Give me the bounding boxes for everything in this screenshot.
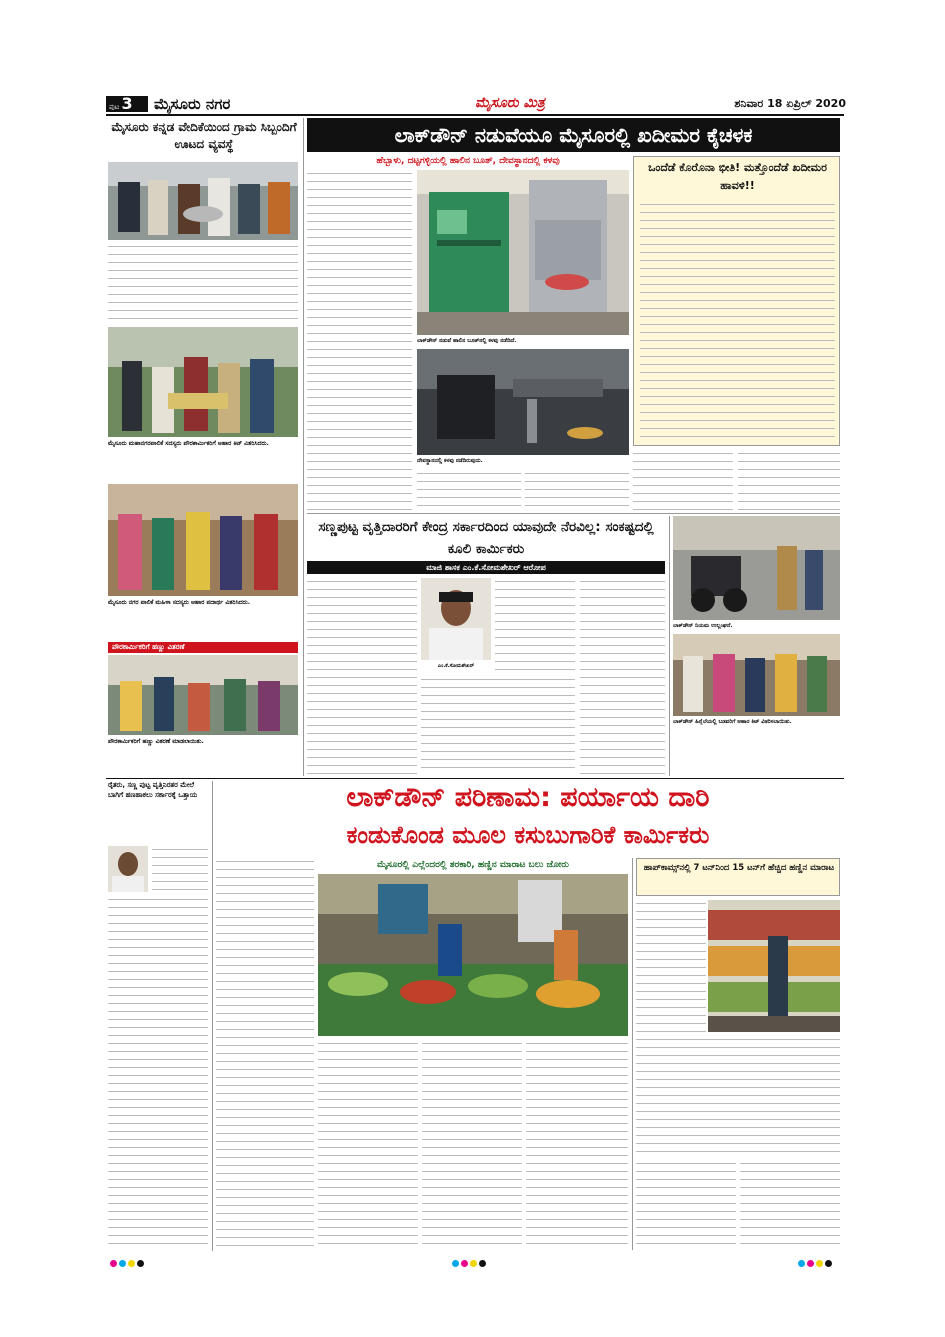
bottom-right-divider [632,858,633,1250]
left-caption-3: ಪೌರಕಾರ್ಮಿಕರಿಗೆ ಹಣ್ಣು ವಿತರಣೆ ಮಾಡಲಾಯಿತು. [108,738,204,745]
bottom-text-col-2 [318,1040,418,1248]
corona-box-headline: ಒಂದೆಡೆ ಕೊರೊನಾ ಭೀತಿ! ಮತ್ತೊಂದೆಡೆ ಖದೀಮರ ಹಾವಳಿ!! [648,161,827,192]
bottom-left-headline: ರೈತರು, ಸಣ್ಣ ಪುಟ್ಟ ವೃತ್ತಿನಿರತರ ಮೇಲೆ ಬಾಗಿಗೆ ಹಣಹಾಕಲು ಸರ್ಕಾರಕ್ಕೆ ಒತ್ತಾಯ [108,781,198,799]
registration-dots-left [110,1252,146,1271]
photo-lockdown-checkpoint [673,516,840,620]
lead-text-bottom-2 [525,470,629,510]
middle-strap-band [307,561,665,574]
middle-text-col-2 [495,578,575,672]
photo-fruit-distribution [108,655,298,735]
lead-text-col-5 [738,450,840,510]
fruit-text-d [740,1160,840,1248]
left-caption-1: ಮೈಸೂರು ಮಹಾನಗರಪಾಲಿಕೆ ಸದಸ್ಯರು ಪೌರಕಾರ್ಮಿಕರಿಗೆ ಆಹಾರ ಕಿಟ್ ವಿತರಿಸಿದರು. [108,440,269,447]
lead-text-bottom-1 [417,470,521,510]
lead-subhead: ಹೆಬ್ಬಾಳು, ದಟ್ಟಗಳ್ಳಿಯಲ್ಲಿ ಹಾಲಿನ ಬೂತ್, ದೇವಸ್ಥಾನದಲ್ಲಿ ಕಳವು [376,156,560,166]
bottom-text-col-1 [216,858,314,1248]
left-subhead: ಪೌರಕಾರ್ಮಿಕರಿಗೆ ಹಣ್ಣು ವಿತರಣೆ [112,643,185,651]
photo-temple-theft [417,349,629,455]
photo-meal-distribution [108,162,298,240]
page-number: 3 [121,94,133,113]
bottom-left-text-b [108,896,208,1248]
left-subhead-bar [108,642,298,653]
photo-milk-booth [417,170,629,335]
fruit-text-c [636,1160,736,1248]
portrait-caption: ಎಂ.ಕೆ.ಸೋಮಶೇಖರ್ [437,663,475,669]
page-number-badge [106,96,148,112]
photo-fruit-store [708,900,840,1032]
portrait-small [108,846,148,892]
lead-caption-1: ಲಾಕ್‌ಡೌನ್ ನಡುವೆ ಹಾಲಿನ ಬೂತ್‌ನಲ್ಲಿ ಕಳವು ನಡೆದಿದೆ. [417,338,517,344]
left-caption-2: ಮೈಸೂರು ನಗರ ಪಾಲಿಕೆ ಮಹಿಳಾ ಸದಸ್ಯರು ಆಹಾರ ಪದಾರ್ಥ ವಿತರಿಸಿದರು. [108,599,251,606]
bottom-left-text-a [152,846,208,892]
photo-food-kit [108,327,298,437]
left-col-headline: ಮೈಸೂರು ಕನ್ನಡ ವೇದಿಕೆಯಿಂದ ಗ್ರಾಮ ಸಿಬ್ಬಂದಿಗೆ ಊಟದ ವ್ಯವಸ್ಥೆ [111,120,297,151]
lead-text-col-4 [633,450,733,510]
bottom-text-col-4 [526,1040,628,1248]
bottom-headline-2: ಕಂಡುಕೊಂಡ ಮೂಲ ಕಸುಬುಗಾರಿಕೆ ಕಾರ್ಮಿಕರು [346,821,710,849]
middle-right-caption-2: ಲಾಕ್‌ಡೌನ್ ಹಿನ್ನೆಲೆಯಲ್ಲಿ ಬಡವರಿಗೆ ಆಹಾರ ಕಿಟ್ ವಿತರಿಸಲಾಯಿತು. [673,719,792,725]
registration-dots-center [452,1252,488,1271]
photo-food-kit-2 [673,634,840,716]
issue-date: ಶನಿವಾರ 18 ಏಪ್ರಿಲ್ 2020 [734,97,846,110]
portrait-somashekar [421,578,491,660]
middle-text-col-3 [580,578,665,774]
corona-box [633,156,840,446]
bottom-headline-1: ಲಾಕ್‌ಡೌನ್ ಪರಿಣಾಮ: ಪರ್ಯಾಯ ದಾರಿ [346,782,710,813]
left-article-1-text [108,243,298,323]
middle-right-caption-1: ಲಾಕ್‌ಡೌನ್ ನಿಯಮ ಉಲ್ಲಂಘನೆ. [673,623,733,629]
fruit-headline: ಹಾಪ್‌ಕಾಮ್ಸ್‌ನಲ್ಲಿ 7 ಟನ್‌ನಿಂದ 15 ಟನ್‌ಗೆ ಹೆಚ್ಚಿದ ಹಣ್ಣಿನ ಮಾರಾಟ [643,863,835,873]
corona-box-text [640,201,835,441]
registration-dots-right [798,1252,834,1271]
lead-bottom-rule [307,513,840,514]
middle-strap: ಮಾಜಿ ಶಾಸಕ ಎಂ.ಕೆ.ಸೋಮಶೇಖರ್ ಆರೋಪ [426,563,546,572]
lead-caption-2: ದೇವಸ್ಥಾನದಲ್ಲಿ ಕಳವು ನಡೆದಿರುವುದು. [417,458,483,464]
fruit-text-a [636,900,706,1032]
masthead: ಮೈಸೂರು ಮಿತ್ರ [475,95,545,111]
middle-right-divider [669,516,670,776]
lead-headline: ಲಾಕ್‌ಡೌನ್ ನಡುವೆಯೂ ಮೈಸೂರಲ್ಲಿ ಖದೀಮರ ಕೈಚಳಕ [394,123,753,147]
veg-headline: ಮೈಸೂರಲ್ಲಿ ಎಲ್ಲೆಂದರಲ್ಲಿ ತರಕಾರಿ, ಹಣ್ಣಿನ ಮಾರಾಟ ಬಲು ಜೋರು [377,860,569,870]
middle-text-col-2b [421,676,575,774]
page-header [100,94,850,114]
middle-text-col-1 [307,578,417,774]
bottom-text-col-3 [422,1040,522,1248]
photo-women-members [108,484,298,596]
middle-headline: ಸಣ್ಣಪುಟ್ಟ ವೃತ್ತಿದಾರರಿಗೆ ಕೇಂದ್ರ ಸರ್ಕಾರದಿಂದ ಯಾವುದೇ ನೆರವಿಲ್ಲ: ಸಂಕಷ್ಟದಲ್ಲಿ ಕೂಲಿ ಕಾರ್ಮಿಕರು [318,519,654,557]
page-label: ಪುಟ [109,103,120,111]
bottom-left-divider [212,781,213,1251]
header-rule [106,114,844,116]
lead-text-col-1 [307,170,412,510]
fruit-headline-box [636,858,840,896]
photo-vegetable-market [318,874,628,1036]
left-col-divider [303,118,304,776]
fruit-text-b [636,1036,840,1156]
section-title: ಮೈಸೂರು ನಗರ [154,95,231,113]
